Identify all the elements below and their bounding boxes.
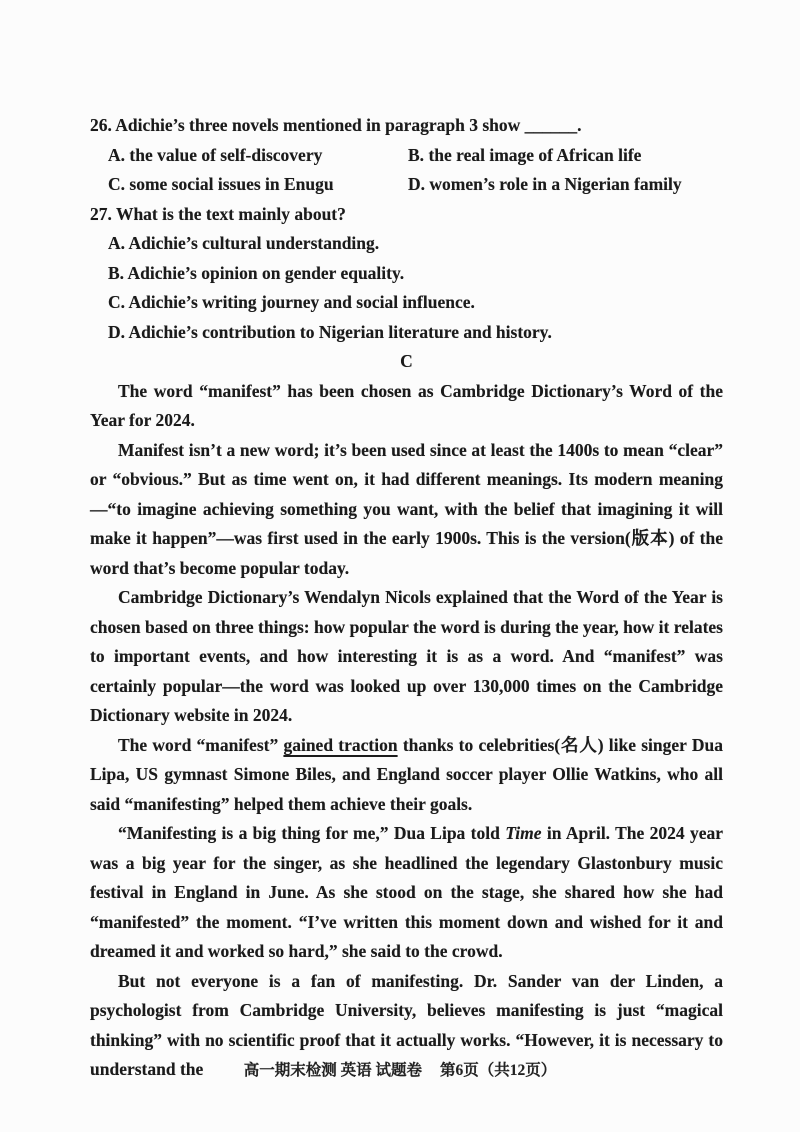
passage-paragraph-3 bbox=[90, 583, 723, 731]
question-26-options bbox=[90, 141, 723, 200]
option-text: Adichie’s cultural understanding. bbox=[128, 233, 380, 253]
question-27-stem: What is the text mainly about? bbox=[115, 203, 346, 224]
passage-section-heading: C bbox=[400, 351, 413, 371]
question-27-option-b bbox=[108, 259, 723, 289]
passage-paragraph-2 bbox=[90, 436, 723, 584]
paragraph-text: in April. The 2024 year was a big year for the singer, as she headlined the legendary Glastonbury music festival in England in June. As she stood on the stage, she shared how she had “manifested” the moment. “I’ve written this moment down and wished for it and dreamed it and worked so hard,” she said to the crowd. bbox=[90, 823, 723, 961]
option-text: the real image of African life bbox=[428, 144, 642, 165]
question-26-option-a bbox=[108, 141, 408, 171]
question-26-stem-line bbox=[90, 111, 723, 141]
exam-page-content bbox=[90, 111, 723, 1085]
paragraph-text: The word “manifest” bbox=[118, 734, 284, 755]
page-footer bbox=[0, 1059, 800, 1083]
question-26-number: 26. bbox=[90, 115, 112, 135]
paragraph-text: “Manifesting is a big thing for me,” Dua Lipa told bbox=[118, 823, 506, 843]
passage-paragraph-1 bbox=[90, 377, 723, 436]
question-27-option-a bbox=[108, 229, 723, 259]
question-27-stem-line bbox=[90, 200, 723, 230]
option-text: the value of self-discovery bbox=[129, 144, 323, 165]
option-label: B. bbox=[408, 144, 425, 165]
paragraph-text: The word “manifest” has been chosen as Cambridge Dictionary’s Word of the Year for 2024. bbox=[90, 380, 723, 430]
question-27 bbox=[90, 200, 723, 348]
underlined-phrase-gained-traction: gained traction bbox=[283, 734, 398, 755]
question-26-option-d bbox=[408, 170, 723, 200]
footer-exam-title: 高一期末检测 英语 试题卷 bbox=[243, 1062, 422, 1079]
question-27-options bbox=[90, 229, 723, 347]
option-label: C. bbox=[108, 292, 126, 312]
option-label: D. bbox=[108, 321, 126, 342]
question-26-option-c bbox=[108, 170, 408, 200]
option-text: some social issues in Enugu bbox=[129, 174, 334, 194]
option-text: Adichie’s opinion on gender equality. bbox=[127, 262, 405, 283]
question-26-option-b bbox=[408, 141, 723, 171]
question-27-option-d bbox=[108, 318, 723, 348]
paragraph-text: Manifest isn’t a new word; it’s been used since at least the 1400s to mean “clear” or “obvious.” But as time went on, it had different meanings. Its modern meaning—“to imagine achieving something you want, with the belief that imagining it will make it happen”—was first used in the early 1900s. This is the version(版本) of the word that’s become popular today. bbox=[90, 439, 723, 578]
question-26 bbox=[90, 111, 723, 200]
option-label: C. bbox=[108, 174, 126, 194]
passage-paragraph-5 bbox=[90, 819, 723, 967]
option-label: D. bbox=[408, 174, 426, 194]
option-text: Adichie’s writing journey and social influence. bbox=[128, 292, 475, 312]
option-label: A. bbox=[108, 144, 126, 165]
paragraph-text: thanks to celebrities(名人) like singer Dua Lipa, US gymnast Simone Biles, and England soccer player Ollie Watkins, who all said “manifesting” helped them achieve their goals. bbox=[90, 734, 723, 814]
question-26-stem: Adichie’s three novels mentioned in paragraph 3 show ______. bbox=[115, 115, 582, 135]
question-27-option-c bbox=[108, 288, 723, 318]
paragraph-text: Cambridge Dictionary’s Wendalyn Nicols explained that the Word of the Year is chosen based on three things: how popular the word is during the year, how it relates to important events, and how interesting it is as a word. And “manifest” was certainly popular—the word was looked up over 130,000 times on the Cambridge Dictionary website in 2024. bbox=[90, 587, 723, 725]
option-label: B. bbox=[108, 262, 125, 283]
footer-page-indicator: 第6页（共12页） bbox=[440, 1062, 557, 1079]
option-label: A. bbox=[108, 233, 126, 253]
question-27-number: 27. bbox=[90, 203, 112, 224]
italic-magazine-title: Time bbox=[505, 823, 542, 843]
option-text: Adichie’s contribution to Nigerian literature and history. bbox=[128, 321, 552, 342]
passage-paragraph-4 bbox=[90, 731, 723, 820]
option-text: women’s role in a Nigerian family bbox=[429, 174, 682, 194]
paragraph-text: But not everyone is a fan of manifesting. Dr. Sander van der Linden, a psychologist from Cambridge University, believes manifesting is just “magical thinking” with no scientific proof that it actually works. “However, it is necessary to understand the bbox=[90, 970, 723, 1079]
